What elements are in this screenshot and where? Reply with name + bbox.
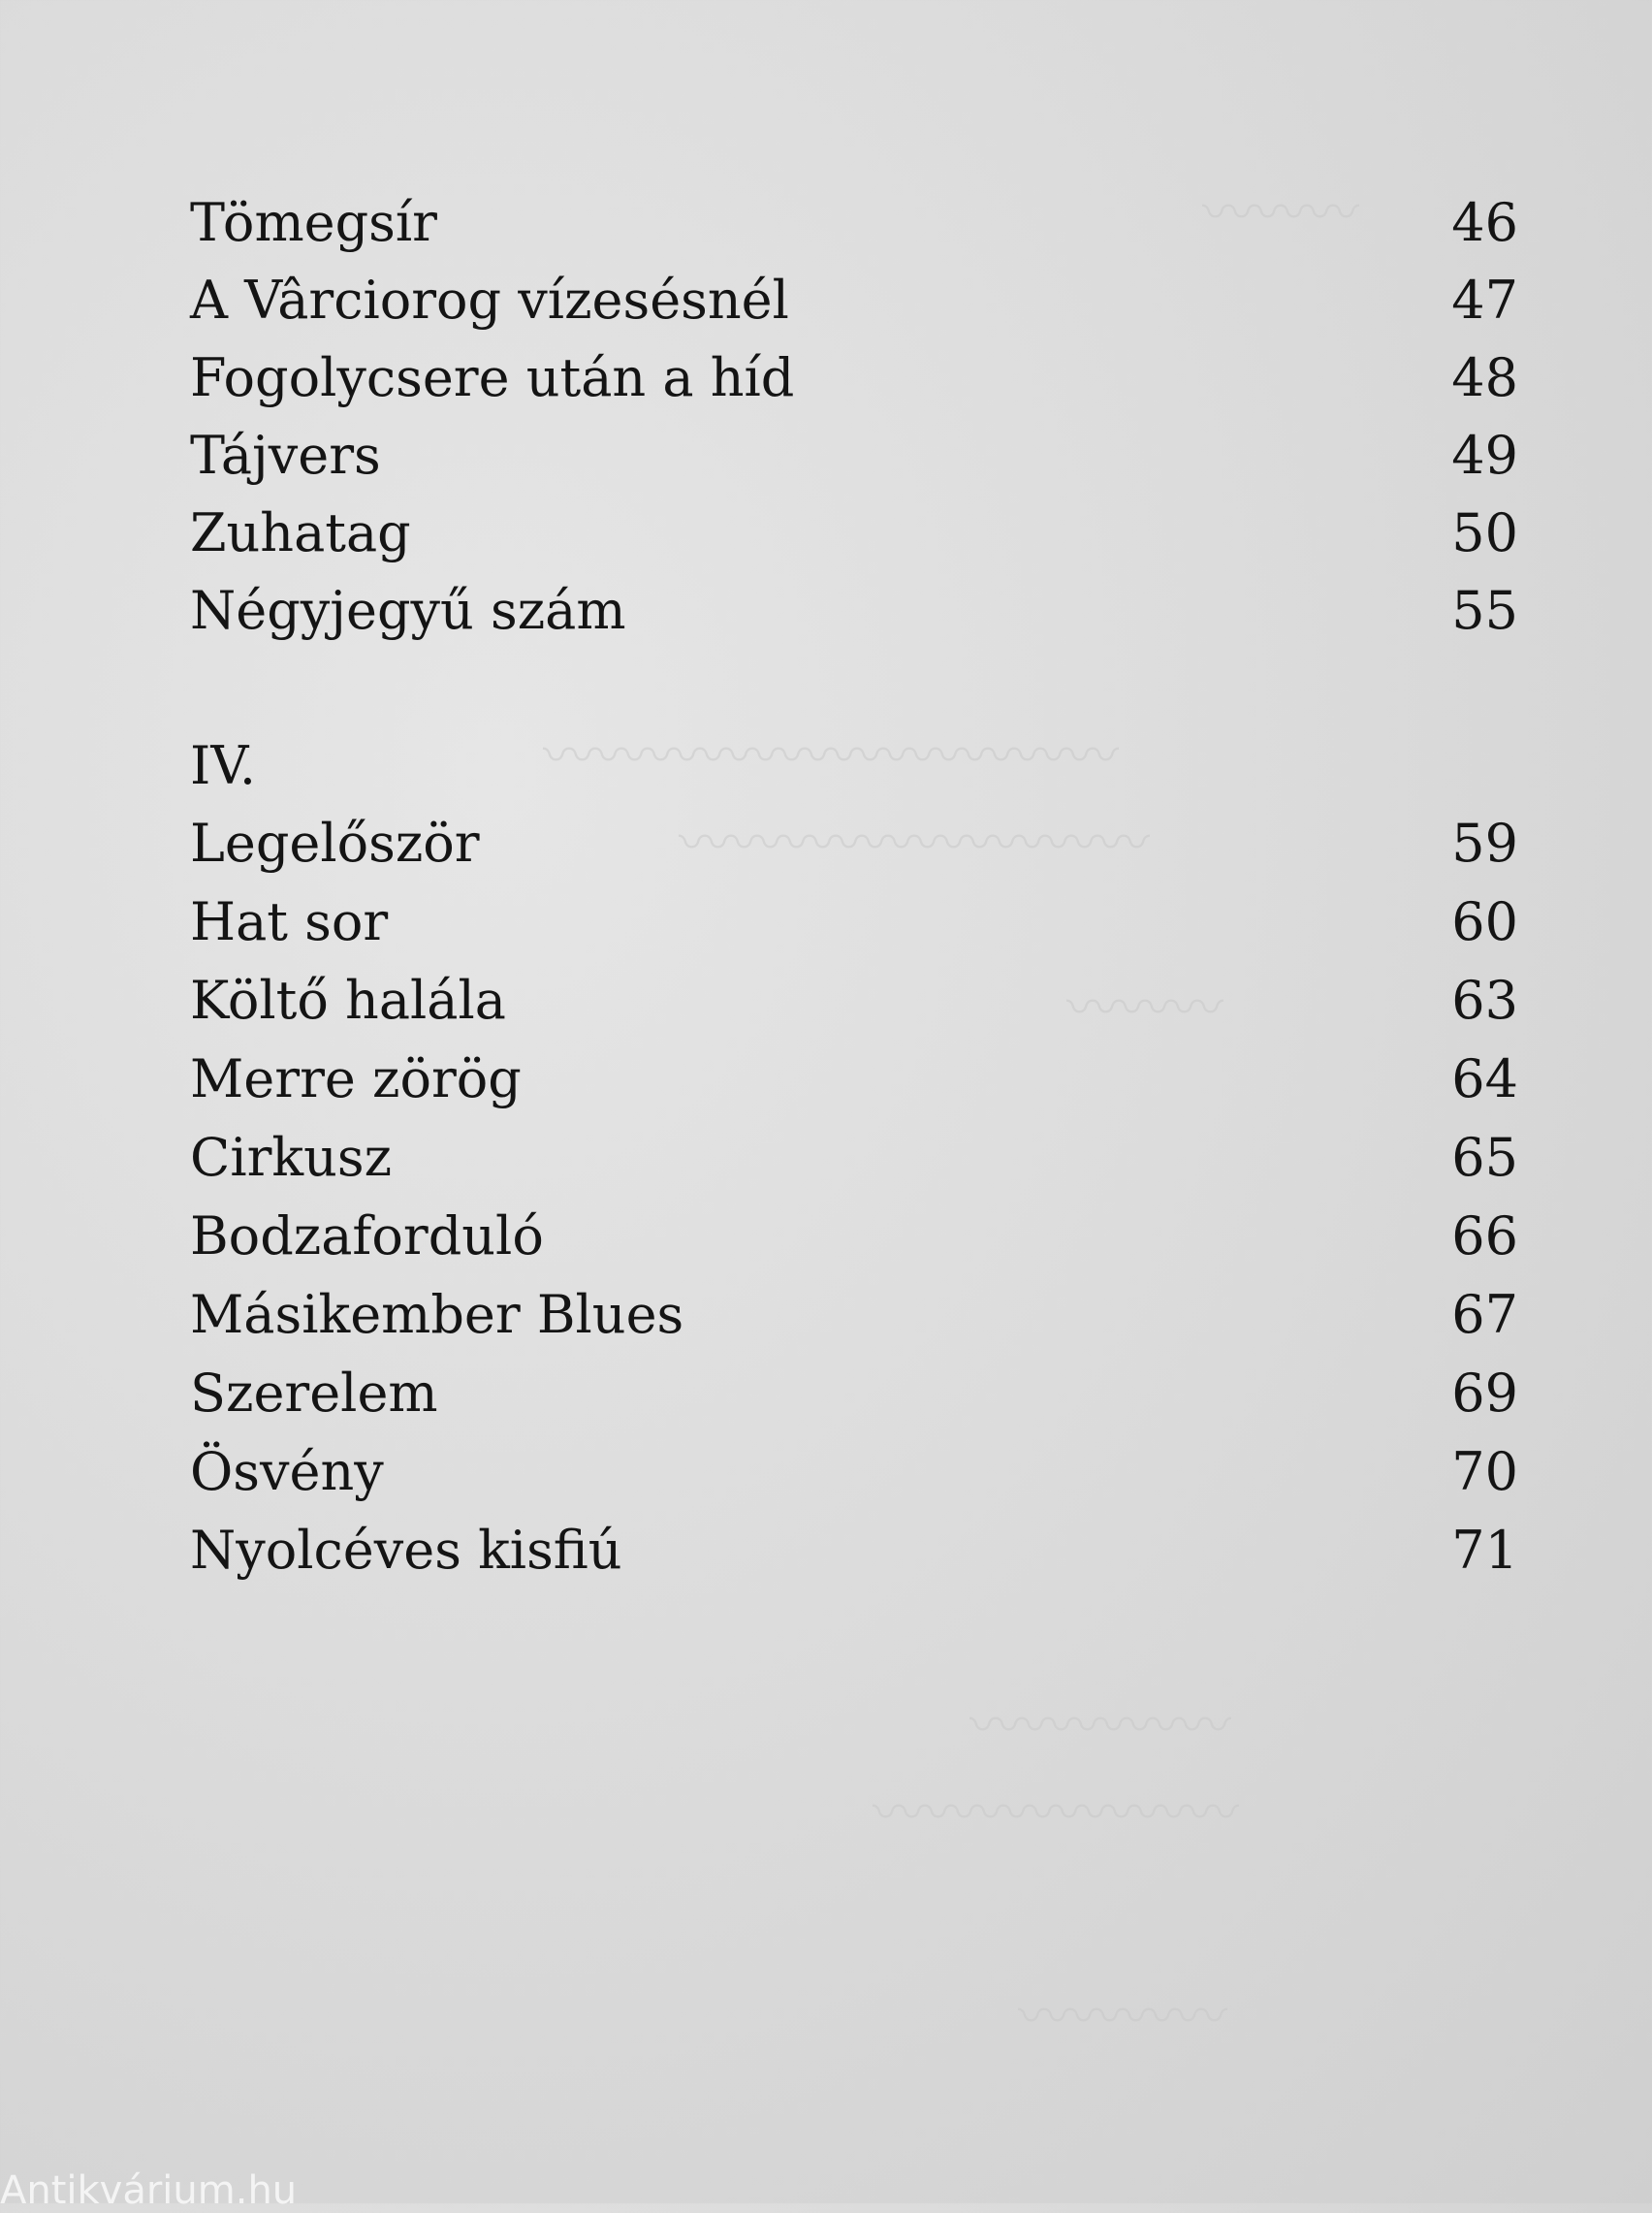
bleed-through-decoration: 〰〰〰 <box>1202 182 1359 243</box>
toc-entry-title: Merre zörög <box>190 1048 522 1109</box>
watermark-text: Antikvárium.hu <box>0 2168 298 2213</box>
toc-entry <box>190 339 1518 417</box>
toc-entry <box>190 883 1518 961</box>
toc-entry-title: Tájvers <box>190 425 381 486</box>
toc-entry-title: Hat sor <box>190 891 389 952</box>
toc-entry <box>190 805 1518 882</box>
toc-entry-page-number: 55 <box>1451 580 1518 641</box>
toc-entry-page-number: 64 <box>1451 1048 1518 1109</box>
toc-entry-title: Cirkusz <box>190 1127 393 1188</box>
toc-entry-page-number: 70 <box>1451 1441 1518 1502</box>
toc-entry <box>190 1433 1518 1511</box>
toc-entry <box>190 417 1518 495</box>
toc-entry <box>190 572 1518 650</box>
toc-entry-page-number: 63 <box>1451 970 1518 1031</box>
toc-entry <box>190 1355 1518 1432</box>
toc-entry-page-number: 65 <box>1451 1127 1518 1188</box>
bleed-through-decoration: 〰〰〰〰〰〰〰〰〰 <box>679 813 1150 874</box>
toc-entry-page-number: 48 <box>1451 347 1518 408</box>
toc-entry-page-number: 49 <box>1451 425 1518 486</box>
toc-entry <box>190 1512 1518 1589</box>
toc-entry <box>190 1119 1518 1197</box>
toc-entry-page-number: 59 <box>1451 813 1518 874</box>
toc-entry-title: Legelőször <box>190 813 480 874</box>
toc-entry-title: Másikember Blues <box>190 1284 684 1345</box>
bleed-through-decoration: 〰〰〰〰〰〰〰 <box>873 1782 1239 1844</box>
toc-entry-page-number: 50 <box>1451 502 1518 563</box>
toc-entry <box>190 962 1518 1040</box>
toc-entry-page-number: 46 <box>1451 192 1518 253</box>
toc-entry-page-number: 69 <box>1451 1363 1518 1424</box>
toc-entry-title: Négyjegyű szám <box>190 580 626 641</box>
toc-entry <box>190 495 1518 572</box>
toc-entry-page-number: 60 <box>1451 891 1518 952</box>
toc-entry <box>190 184 1518 262</box>
toc-entry-title: A Vârciorog vízesésnél <box>190 270 789 331</box>
bleed-through-decoration: 〰〰〰〰〰〰〰〰〰〰〰 <box>543 725 1119 786</box>
toc-entry-title: Szerelem <box>190 1363 438 1424</box>
bleed-through-decoration: 〰〰〰〰〰 <box>969 1695 1231 1756</box>
toc-entry-title: Zuhatag <box>190 502 411 563</box>
toc-entry-page-number: 67 <box>1451 1284 1518 1345</box>
toc-entry-title: Költő halála <box>190 970 506 1031</box>
toc-entry-title: Bodzaforduló <box>190 1205 544 1267</box>
toc-entry <box>190 1198 1518 1275</box>
toc-entry <box>190 1276 1518 1354</box>
toc-entry-title: Ösvény <box>190 1441 384 1502</box>
toc-entry-title: Tömegsír <box>190 192 437 253</box>
toc-entry <box>190 262 1518 339</box>
toc-entry-page-number: 66 <box>1451 1205 1518 1267</box>
bleed-through-decoration: 〰〰〰 <box>1066 978 1223 1039</box>
section-heading: IV. <box>190 735 257 796</box>
toc-entry-page-number: 47 <box>1451 270 1518 331</box>
toc-entry <box>190 1041 1518 1118</box>
bleed-through-decoration: 〰〰〰〰 <box>1018 1986 1227 2047</box>
toc-entry-title: Fogolycsere után a híd <box>190 347 795 408</box>
toc-entry-title: Nyolcéves kisfiú <box>190 1520 622 1581</box>
toc-entry-page-number: 71 <box>1451 1520 1518 1581</box>
